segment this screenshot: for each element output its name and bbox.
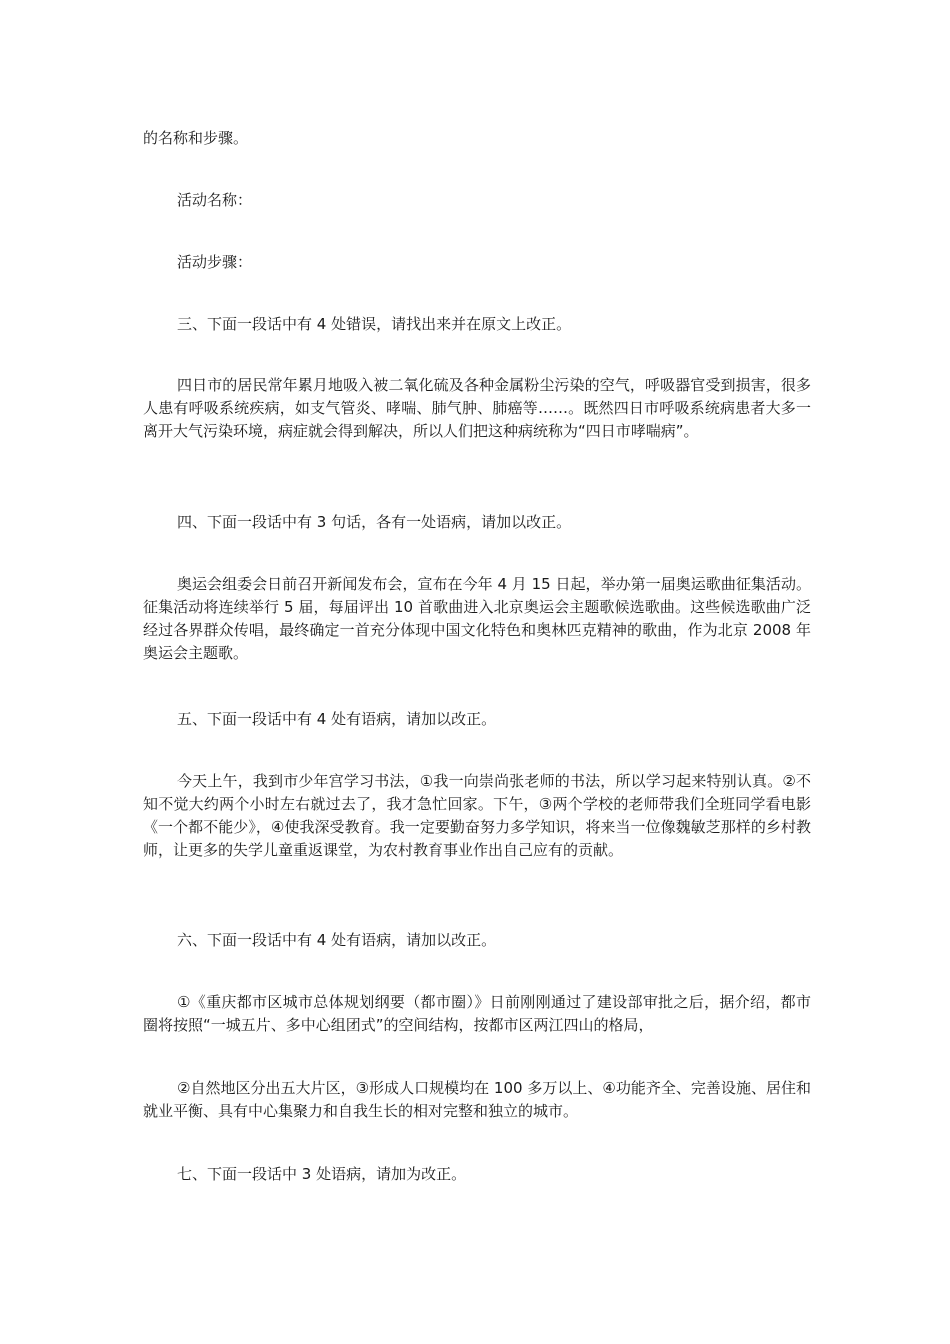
- question-3-heading: 三、下面一段话中有 4 处错误，请找出来并在原文上改正。: [177, 315, 572, 333]
- question-5-heading: 五、下面一段话中有 4 处有语病，请加以改正。: [177, 710, 497, 728]
- question-3-passage: 四日市的居民常年累月地吸入被二氧化硫及各种金属粉尘污染的空气，呼吸器官受到损害，很多人患有呼吸系统疾病，如支气管炎、哮喘、肺气肿、肺癌等……。既然四日市呼吸系统病患者大多一离开大气污染环境，病症就会得到解决，所以人们把这种病统称为“四日市哮喘病”。: [143, 376, 811, 440]
- paragraph-continuation: 的名称和步骤。: [143, 129, 249, 147]
- question-6-heading: 六、下面一段话中有 4 处有语病，请加以改正。: [177, 931, 497, 949]
- question-4-passage: 奥运会组委会日前召开新闻发布会，宣布在今年 4 月 15 日起，举办第一届奥运歌曲征集活动。征集活动将连续举行 5 届，每届评出 10 首歌曲进入北京奥运会主题歌候选歌曲。这些候选歌曲广泛经过各界群众传唱，最终确定一首充分体现中国文化特色和奥林匹克精神的歌曲，作为北京 2008 年奥运会主题歌。: [143, 575, 811, 662]
- question-4-heading: 四、下面一段话中有 3 句话，各有一处语病，请加以改正。: [177, 513, 572, 531]
- question-6-passage-part1: ①《重庆都市区城市总体规划纲要（都市圈）》日前刚刚通过了建设部审批之后，据介绍，都市圈将按照“一城五片、多中心组团式”的空间结构，按都市区两江四山的格局，: [143, 993, 811, 1034]
- activity-steps-label: 活动步骤：: [177, 253, 253, 271]
- question-5-passage: 今天上午，我到市少年宫学习书法，①我一向崇尚张老师的书法，所以学习起来特别认真。②不知不觉大约两个小时左右就过去了，我才急忙回家。下午，③两个学校的老师带我们全班同学看电影《一个都不能少》，④使我深受教育。我一定要勤奋努力多学知识，将来当一位像魏敏芝那样的乡村教师，让更多的失学儿童重返课堂，为农村教育事业作出自己应有的贡献。: [143, 772, 811, 859]
- question-7-heading: 七、下面一段话中 3 处语病，请加为改正。: [177, 1165, 467, 1183]
- question-6-passage-part2: ②自然地区分出五大片区，③形成人口规模均在 100 多万以上、④功能齐全、完善设施、居住和就业平衡、具有中心集聚力和自我生长的相对完整和独立的城市。: [143, 1079, 811, 1120]
- activity-name-label: 活动名称：: [177, 191, 253, 209]
